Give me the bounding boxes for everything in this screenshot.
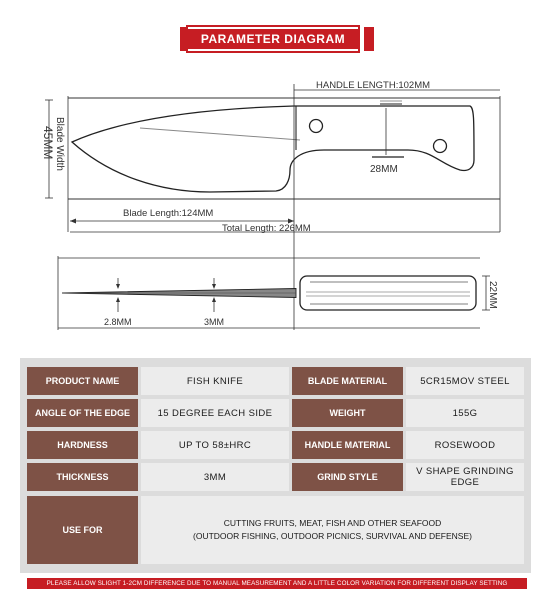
blade-width-value: 45MM bbox=[41, 126, 55, 160]
spec-value-weight: 155G bbox=[406, 399, 524, 427]
knife-side-outline bbox=[72, 106, 474, 192]
use-for-line-1: CUTTING FRUITS, MEAT, FISH AND OTHER SEAFOOD bbox=[223, 518, 442, 528]
use-for-line-2: (OUTDOOR FISHING, OUTDOOR PICNICS, SURVIVAL AND DEFENSE) bbox=[193, 531, 472, 541]
total-length-label: Total Length: 226MM bbox=[222, 223, 311, 234]
spine-thickness-label: 3MM bbox=[204, 317, 224, 327]
spec-label-hardness: HARDNESS bbox=[27, 431, 138, 459]
spec-label-blade-material: BLADE MATERIAL bbox=[292, 367, 403, 395]
spec-value-product-name: FISH KNIFE bbox=[141, 367, 289, 395]
spec-label-thickness: THICKNESS bbox=[27, 463, 138, 491]
spec-value-grind-style: V SHAPE GRINDING EDGE bbox=[406, 463, 524, 491]
spec-label-product-name: PRODUCT NAME bbox=[27, 367, 138, 395]
knife-handle-top bbox=[300, 276, 476, 310]
spec-value-thickness: 3MM bbox=[141, 463, 289, 491]
spec-label-handle-material: HANDLE MATERIAL bbox=[292, 431, 403, 459]
handle-thickness-label: 22MM bbox=[487, 281, 498, 309]
top-view bbox=[58, 256, 498, 330]
spec-value-use-for bbox=[141, 496, 524, 564]
blade-length-label: Blade Length:124MM bbox=[123, 208, 214, 219]
handle-length-label: HANDLE LENGTH:102MM bbox=[316, 80, 431, 91]
spec-value-handle-material: ROSEWOOD bbox=[406, 431, 524, 459]
spec-label-use-for: USE FOR bbox=[27, 496, 138, 564]
handle-height-label: 28MM bbox=[370, 164, 398, 175]
blade-width-label: Blade Width bbox=[54, 117, 65, 171]
spec-label-edge-angle: ANGLE OF THE EDGE bbox=[27, 399, 138, 427]
spec-value-hardness: UP TO 58±HRC bbox=[141, 431, 289, 459]
rivet-hole bbox=[434, 140, 447, 153]
spec-value-blade-material: 5CR15MOV STEEL bbox=[406, 367, 524, 395]
spec-label-weight: WEIGHT bbox=[292, 399, 403, 427]
spec-label-grind-style: GRIND STYLE bbox=[292, 463, 403, 491]
tip-thickness-label: 2.8MM bbox=[104, 317, 132, 327]
footer-disclaimer: PLEASE ALLOW SLIGHT 1-2CM DIFFERENCE DUE TO MANUAL MEASUREMENT AND A LITTLE COLOR VARIATION FOR DIFFERENT DISPLAY SETTING bbox=[27, 578, 527, 589]
page-title: PARAMETER DIAGRAM bbox=[188, 27, 358, 51]
rivet-hole bbox=[310, 120, 323, 133]
spec-value-edge-angle: 15 DEGREE EACH SIDE bbox=[141, 399, 289, 427]
spec-table bbox=[20, 358, 531, 573]
